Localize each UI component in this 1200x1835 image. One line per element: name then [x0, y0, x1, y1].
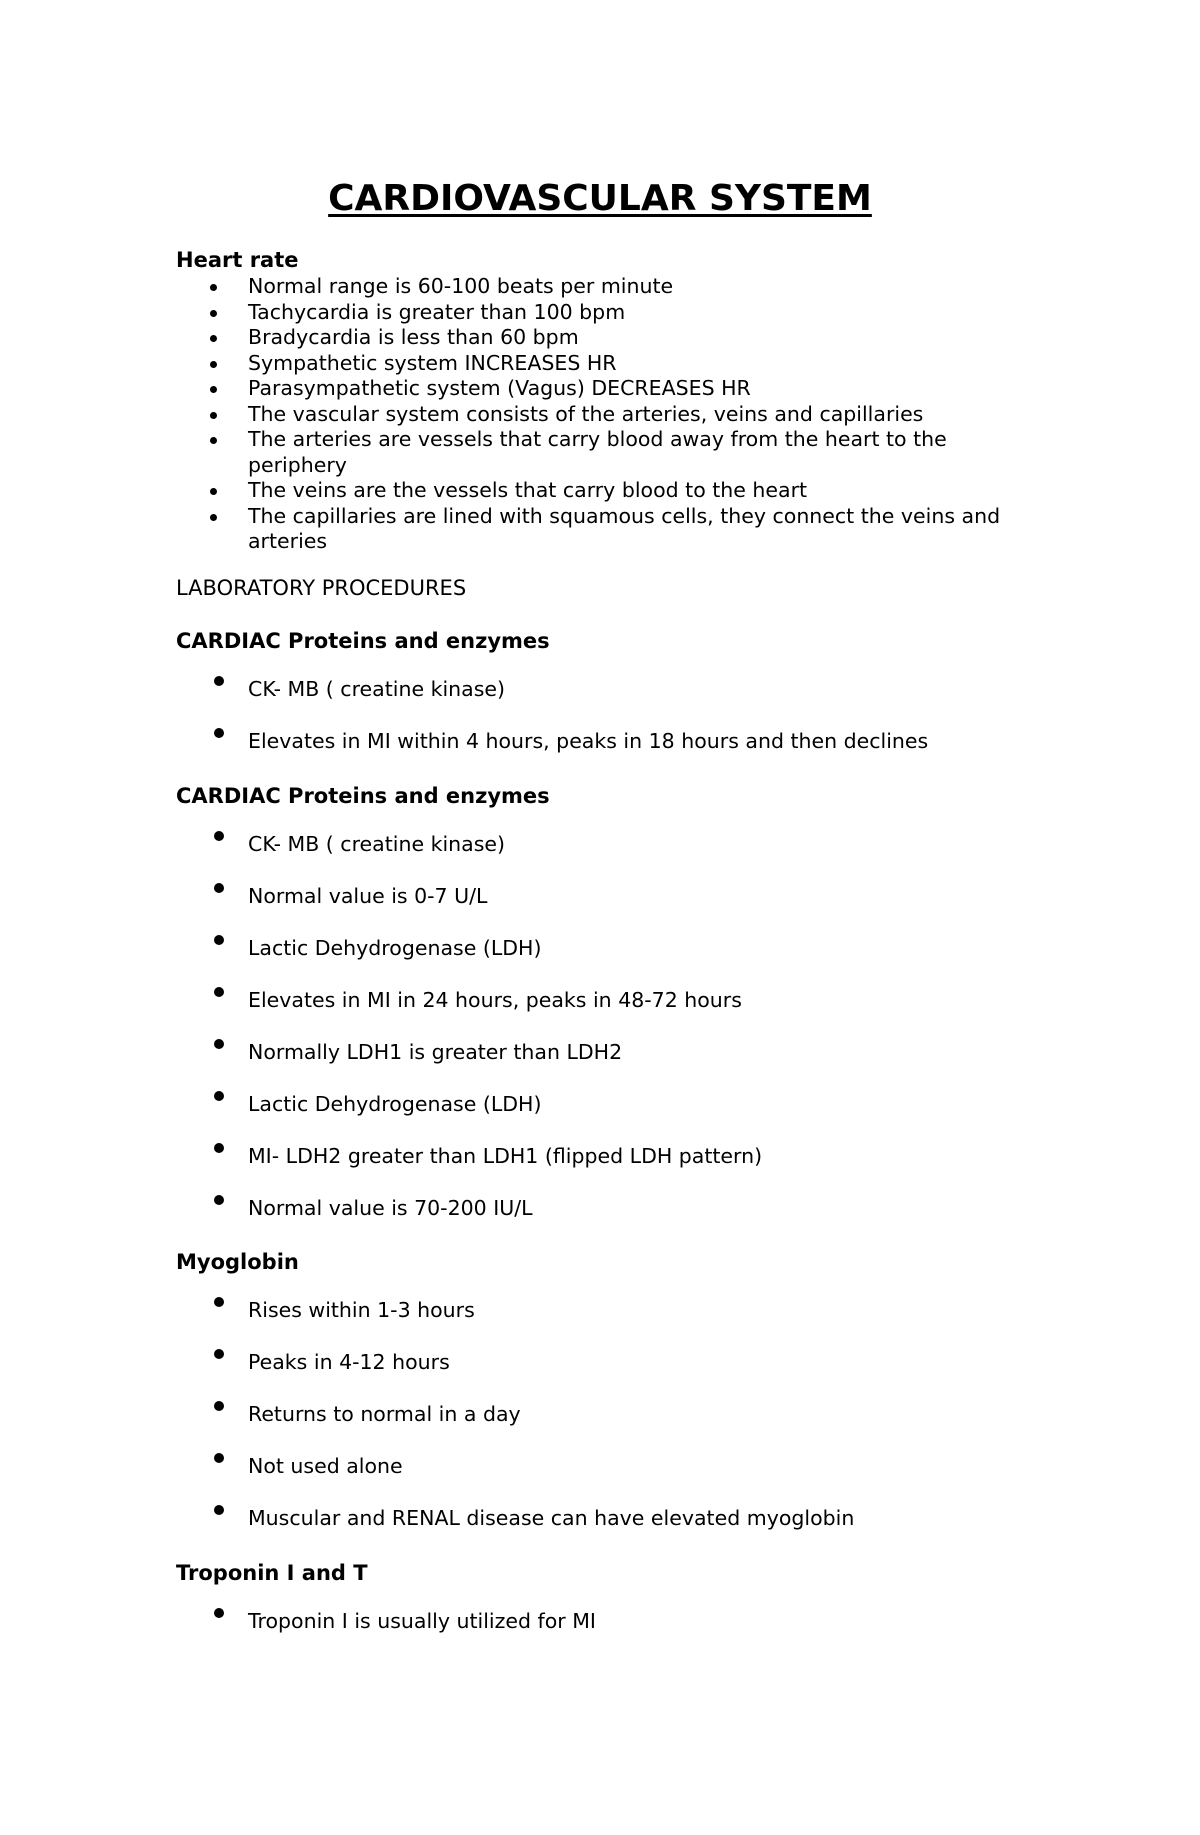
list-item: Returns to normal in a day: [176, 1401, 1026, 1427]
cardiac-list-2: [176, 831, 1026, 1247]
heart-rate-heading: Heart rate: [176, 248, 299, 272]
list-item: Bradycardia is less than 60 bpm: [176, 325, 1026, 351]
list-item: Lactic Dehydrogenase (LDH): [176, 935, 1026, 961]
list-item: Tachycardia is greater than 100 bpm: [176, 300, 1026, 326]
heart-rate-list: [176, 274, 1026, 555]
list-item: MI- LDH2 greater than LDH1 (flipped LDH pattern): [176, 1143, 1026, 1169]
cardiac-heading-2: CARDIAC Proteins and enzymes: [176, 784, 550, 808]
list-item: Troponin I is usually utilized for MI: [176, 1608, 1026, 1634]
list-item: CK- MB ( creatine kinase): [176, 676, 1026, 702]
list-item: Muscular and RENAL disease can have elevated myoglobin: [176, 1505, 1026, 1531]
list-item: Normal value is 70-200 IU/L: [176, 1195, 1026, 1221]
list-item: Sympathetic system INCREASES HR: [176, 351, 1026, 377]
page-title: CARDIOVASCULAR SYSTEM: [328, 178, 872, 219]
list-item: Normally LDH1 is greater than LDH2: [176, 1039, 1026, 1065]
cardiac-heading-1: CARDIAC Proteins and enzymes: [176, 629, 550, 653]
troponin-heading: Troponin I and T: [176, 1561, 368, 1585]
lab-procedures-heading: LABORATORY PROCEDURES: [176, 576, 467, 600]
list-item: Rises within 1-3 hours: [176, 1297, 1026, 1323]
list-item: Peaks in 4-12 hours: [176, 1349, 1026, 1375]
list-item: Elevates in MI within 4 hours, peaks in 18 hours and then declines: [176, 728, 1026, 754]
list-item: The veins are the vessels that carry blood to the heart: [176, 478, 1026, 504]
list-item: Normal value is 0-7 U/L: [176, 883, 1026, 909]
list-item: CK- MB ( creatine kinase): [176, 831, 1026, 857]
myoglobin-list: [176, 1297, 1026, 1557]
list-item: Not used alone: [176, 1453, 1026, 1479]
list-item: Normal range is 60-100 beats per minute: [176, 274, 1026, 300]
cardiac-list-1: [176, 676, 1026, 780]
list-item: Elevates in MI in 24 hours, peaks in 48-72 hours: [176, 987, 1026, 1013]
list-item: Lactic Dehydrogenase (LDH): [176, 1091, 1026, 1117]
list-item: Parasympathetic system (Vagus) DECREASES HR: [176, 376, 1026, 402]
list-item: The vascular system consists of the arteries, veins and capillaries: [176, 402, 1026, 428]
list-item: The capillaries are lined with squamous cells, they connect the veins and arteries: [176, 504, 1026, 555]
myoglobin-heading: Myoglobin: [176, 1250, 299, 1274]
list-item: The arteries are vessels that carry blood away from the heart to the periphery: [176, 427, 1026, 478]
troponin-list: [176, 1608, 1026, 1660]
